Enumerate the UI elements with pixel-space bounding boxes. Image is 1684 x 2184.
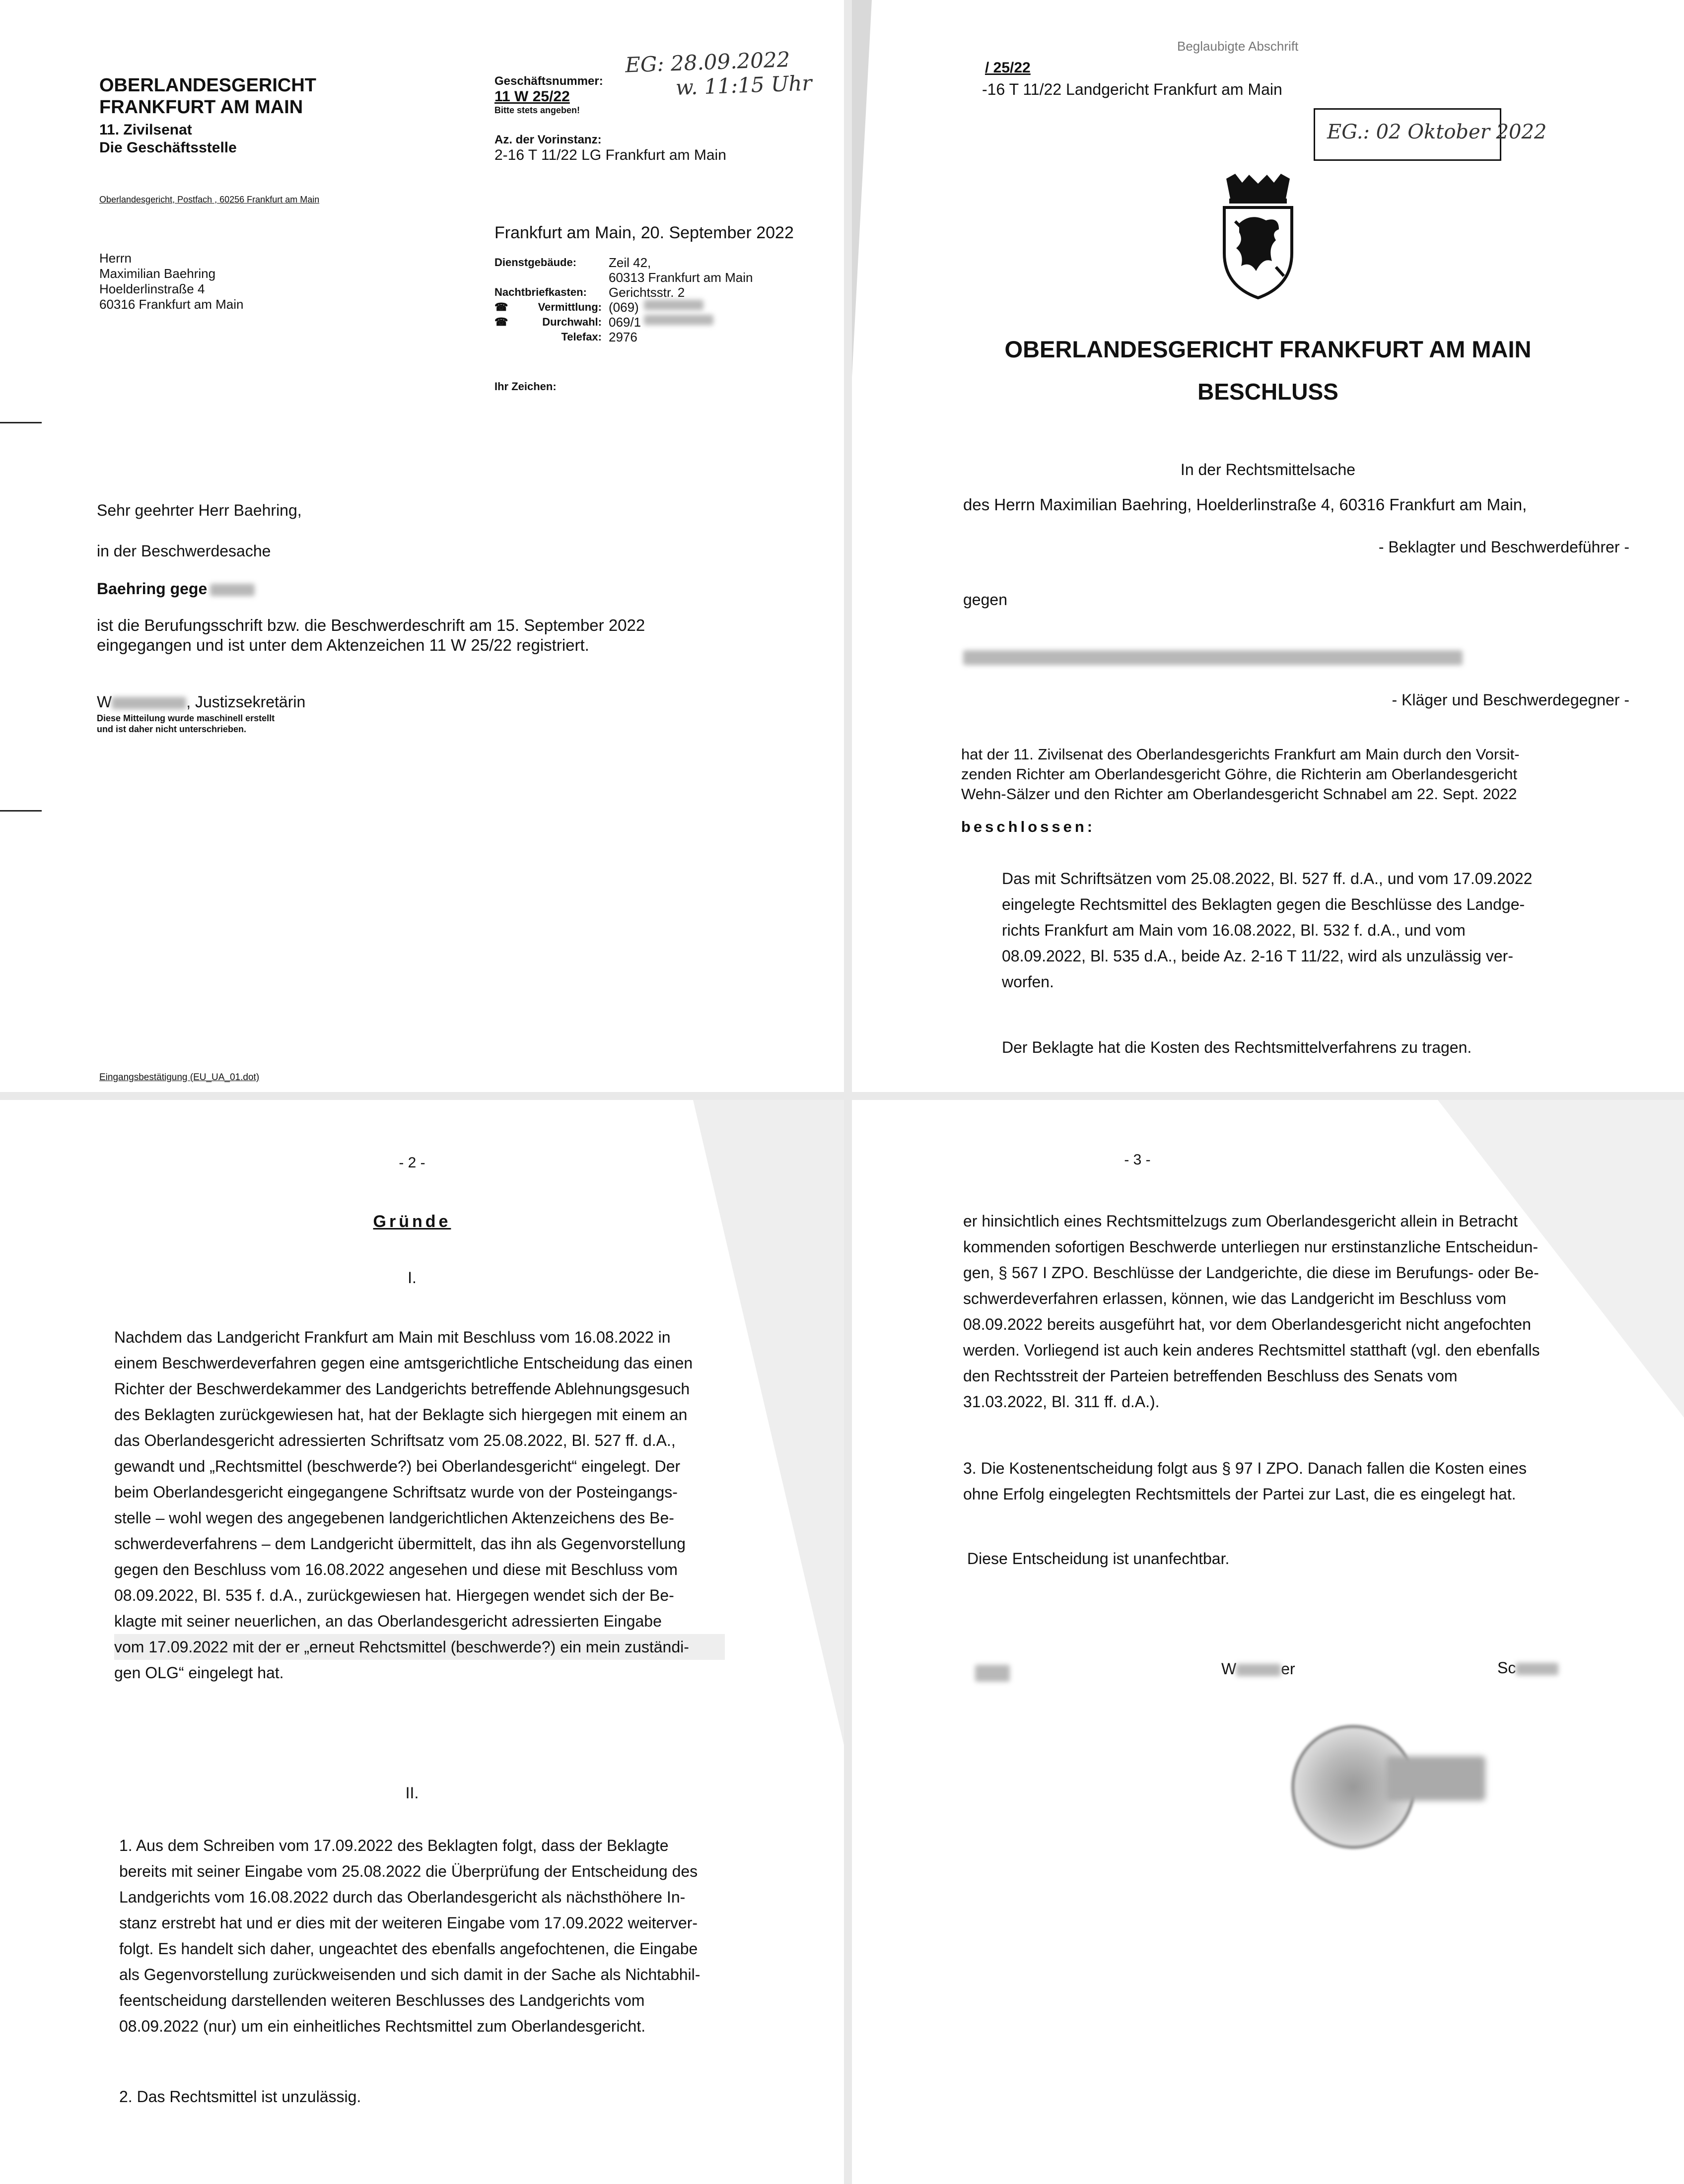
page-shadow — [852, 0, 872, 377]
signature-prefix: Sc — [1497, 1659, 1516, 1677]
hesse-coat-of-arms-icon — [1220, 174, 1296, 300]
reason-line: den Rechtsstreit der Parteien betreffenden Beschluss des Senats vom — [963, 1367, 1458, 1385]
handwritten-date: EG: 28.09.2022 — [625, 47, 791, 77]
prior-ref-partial: -16 T 11/22 Landgericht Frankfurt am Main — [982, 80, 1282, 98]
court-title: OBERLANDESGERICHT FRANKFURT AM MAIN — [1004, 336, 1532, 362]
reason-line-highlighted: vom 17.09.2022 mit der er „erneut Rehctsmittel (beschwerde?) ein mein zuständi- — [114, 1634, 725, 1660]
costs-ruling: Der Beklagte hat die Kosten des Rechtsmittelverfahrens zu tragen. — [1002, 1038, 1472, 1056]
recipient-line: Herrn — [99, 251, 132, 266]
reason-line: Landgerichts vom 16.08.2022 durch das Oberlandesgericht als nächsthöhere In- — [119, 1888, 686, 1906]
clerk-signature — [97, 693, 305, 711]
panel-statement — [961, 745, 1624, 804]
signature-redacted — [975, 1665, 1010, 1682]
redaction — [963, 650, 1463, 665]
reason-line: 08.09.2022 (nur) um ein einheitliches Rechtsmittel zum Oberlandesgericht. — [119, 2017, 646, 2035]
page-4-reasons-continued — [852, 1100, 1684, 2184]
handwritten-time: w. 11:15 Uhr — [675, 70, 813, 100]
contact-label: Nachtbriefkasten: — [494, 286, 587, 298]
court-name — [99, 74, 316, 118]
matter-name — [97, 580, 255, 598]
panel-line: Wehn-Sälzer und den Richter am Oberlandesgericht Schnabel am 22. Sept. 2022 — [961, 785, 1517, 803]
senate-block — [99, 121, 237, 157]
page-3-reasons — [0, 1100, 844, 2184]
contact-label-text: Vermittlung: — [538, 301, 602, 313]
reason-line: des Beklagten zurückgewiesen hat, hat der Beklagte sich hiergegen mit einem an — [114, 1406, 688, 1424]
contact-label — [494, 270, 609, 285]
ruling-line: eingelegte Rechtsmittel des Beklagten gegen die Beschlüsse des Landge- — [1002, 895, 1525, 913]
contact-row — [494, 330, 753, 344]
judge-signature-3 — [1497, 1659, 1558, 1677]
final-statement: Diese Entscheidung ist unanfechtbar. — [967, 1550, 1230, 1568]
template-footer: Eingangsbestätigung (EU_UA_01.dot) — [99, 1072, 260, 1083]
return-address: Oberlandesgericht, Postfach , 60256 Frankfurt am Main — [99, 195, 320, 205]
phone-icon: ☎ — [494, 316, 508, 328]
reason-line: 1. Aus dem Schreiben vom 17.09.2022 des Beklagten folgt, dass der Beklagte — [119, 1837, 669, 1854]
receipt-box — [1314, 108, 1547, 161]
court-name-line1: OBERLANDESGERICHT — [99, 75, 317, 96]
reason-line: gen OLG“ eingelegt hat. — [114, 1664, 284, 1682]
reason-line: gewandt und „Rechtsmittel (beschwerde?) bei Oberlandesgericht“ eingelegt. Der — [114, 1457, 681, 1475]
costs-reason — [963, 1455, 1575, 1507]
reason-line: schwerdeverfahrens – dem Landgericht übermittelt, das ihn als Gegenvorstellung — [114, 1535, 686, 1553]
contact-block — [494, 255, 753, 344]
reasons-heading: Gründe — [373, 1212, 451, 1231]
matter-intro: In der Rechtsmittelsache — [1180, 461, 1356, 478]
handwritten-receipt-date: EG.: 02 Oktober 2022 — [1327, 121, 1547, 143]
contact-value: (069) — [609, 300, 639, 315]
office: Die Geschäftsstelle — [99, 139, 237, 156]
reason-line: gegen den Beschluss vom 16.08.2022 angesehen und diese mit Beschluss vom — [114, 1561, 678, 1578]
handwritten-receipt-note — [625, 46, 812, 101]
contact-label-text: Durchwahl: — [542, 316, 602, 328]
contact-value: Zeil 42, — [609, 255, 651, 270]
prior-ref-label: Az. der Vorinstanz: — [494, 133, 602, 146]
section-2-label: II. — [405, 1784, 419, 1802]
page-2-decision — [852, 0, 1684, 1092]
contact-label — [494, 315, 609, 330]
signature-suffix: er — [1281, 1660, 1295, 1678]
body-line: ist die Berufungsschrift bzw. die Beschwerdeschrift am 15. September 2022 — [97, 616, 645, 634]
ruling-line: worfen. — [1002, 973, 1054, 991]
inadmissible-statement: 2. Das Rechtsmittel ist unzulässig. — [119, 2088, 361, 2106]
your-reference-label: Ihr Zeichen: — [494, 380, 557, 393]
certified-copy-stamp: Beglaubigte Abschrift — [1177, 39, 1299, 54]
contact-label: Dienstgebäude: — [494, 256, 577, 269]
matter-intro: in der Beschwerdesache — [97, 542, 271, 560]
appellant-role: - Beklagter und Beschwerdeführer - — [1378, 538, 1629, 556]
reason-line: Nachdem das Landgericht Frankfurt am Main mit Beschluss vom 16.08.2022 in — [114, 1328, 671, 1346]
appellant: des Herrn Maximilian Baehring, Hoelderlinstraße 4, 60316 Frankfurt am Main, — [963, 495, 1527, 514]
auto-generated-note — [97, 713, 275, 735]
reason-line: folgt. Es handelt sich daher, ungeachtet des ebenfalls angefochtenen, die Eingabe — [119, 1940, 698, 1958]
file-number-partial: / 25/22 — [985, 60, 1031, 76]
fold-mark — [0, 422, 42, 423]
matter-name-text: Baehring gege — [97, 580, 208, 598]
against: gegen — [963, 591, 1007, 609]
prior-ref-block — [494, 133, 726, 164]
letter-date: Frankfurt am Main, 20. September 2022 — [494, 223, 794, 242]
reason-line: werden. Vorliegend ist auch kein anderes Rechtsmittel statthaft (vgl. den ebenfalls — [963, 1341, 1540, 1359]
reason-line: als Gegenvorstellung zurückweisenden und sich damit in der Sache als Nichtabhil- — [119, 1966, 701, 1983]
redaction — [1516, 1663, 1558, 1676]
redacted-appellee — [963, 650, 1463, 665]
contact-row — [494, 270, 753, 285]
contact-value: 069/1 — [609, 315, 641, 330]
redaction — [1236, 1664, 1281, 1677]
contact-label — [494, 300, 609, 315]
file-number-note: Bitte stets angeben! — [494, 105, 580, 115]
page-1-receipt-letter — [0, 0, 844, 1092]
file-number: 11 W 25/22 — [494, 88, 570, 105]
reason-line: ohne Erfolg eingelegten Rechtsmittels der Partei zur Last, die es eingelegt hat. — [963, 1485, 1516, 1503]
contact-value: Gerichtsstr. 2 — [609, 285, 685, 300]
contact-row — [494, 300, 753, 315]
recipient-line: Maximilian Baehring — [99, 266, 216, 281]
receipt-body — [97, 615, 645, 655]
recipient-address — [99, 251, 243, 312]
judge-signature-2 — [1221, 1660, 1295, 1678]
section-2-text — [119, 1833, 725, 2039]
reasons-continued-text — [963, 1208, 1575, 1415]
redaction — [975, 1665, 1010, 1682]
reason-line: schwerdeverfahren erlassen, können, wie das Landgericht im Beschluss vom — [963, 1290, 1506, 1307]
reason-line: gen, § 567 I ZPO. Beschlüsse der Landgerichte, die diese im Berufungs- oder Be- — [963, 1264, 1539, 1282]
decision-title: BESCHLUSS — [1197, 379, 1338, 405]
phone-icon: ☎ — [494, 301, 508, 313]
recipient-line: 60316 Frankfurt am Main — [99, 297, 244, 312]
redaction — [112, 697, 186, 710]
prior-ref: 2-16 T 11/22 LG Frankfurt am Main — [494, 147, 726, 163]
reason-line: feentscheidung darstellenden weiteren Beschlusses des Landgerichts vom — [119, 1991, 645, 2009]
contact-row — [494, 255, 753, 270]
section-1-label: I. — [408, 1269, 417, 1287]
punch-mark — [0, 810, 42, 812]
page-number: - 2 - — [399, 1155, 425, 1171]
appellee-role: - Kläger und Beschwerdegegner - — [1392, 691, 1629, 709]
reason-line: 3. Die Kostenentscheidung folgt aus § 97 I ZPO. Danach fallen die Kosten eines — [963, 1459, 1527, 1477]
redaction — [644, 315, 713, 325]
ruling-line: richts Frankfurt am Main vom 16.08.2022, Bl. 532 f. d.A., und vom — [1002, 921, 1466, 939]
file-number-label: Geschäftsnummer: — [494, 74, 603, 88]
reason-line: 08.09.2022, Bl. 535 f. d.A., zurückgewiesen hat. Hiergegen wendet sich der Be- — [114, 1586, 674, 1604]
contact-label: Telefax: — [561, 331, 602, 343]
section-1-text — [114, 1324, 725, 1686]
reason-line: er hinsichtlich eines Rechtsmittelzugs zum Oberlandesgericht allein in Betracht — [963, 1212, 1518, 1230]
redaction — [210, 584, 255, 597]
page-number: - 3 - — [1124, 1152, 1151, 1168]
file-number-block — [494, 74, 603, 116]
auto-note-line: Diese Mitteilung wurde maschinell erstellt — [97, 713, 275, 723]
decided-label: beschlossen: — [961, 818, 1096, 835]
reason-line: stanz erstrebt hat und er dies mit der weiteren Eingabe vom 17.09.2022 weiterver- — [119, 1914, 698, 1932]
reason-line: beim Oberlandesgericht eingegangene Schriftsatz wurde von der Posteingangs- — [114, 1483, 678, 1501]
reason-line: 31.03.2022, Bl. 311 ff. d.A.). — [963, 1393, 1160, 1411]
redaction — [644, 300, 703, 310]
seal-redaction — [1386, 1756, 1485, 1801]
reason-line: 08.09.2022 bereits ausgeführt hat, vor dem Oberlandesgericht nicht angefochten — [963, 1315, 1531, 1333]
reason-line: Richter der Beschwerdekammer des Landgerichts betreffende Ablehnungsgesuch — [114, 1380, 690, 1398]
body-line: eingegangen und ist unter dem Aktenzeichen 11 W 25/22 registriert. — [97, 636, 589, 654]
panel-line: hat der 11. Zivilsenat des Oberlandesgerichts Frankfurt am Main durch den Vorsit- — [961, 746, 1520, 763]
senate: 11. Zivilsenat — [99, 122, 192, 138]
court-name-line2: FRANKFURT AM MAIN — [99, 97, 303, 118]
contact-value: 2976 — [609, 330, 637, 344]
ruling — [1002, 866, 1626, 995]
signer-title: , Justizsekretärin — [186, 693, 306, 711]
ruling-line: 08.09.2022, Bl. 535 d.A., beide Az. 2-16 T 11/22, wird als unzulässig ver- — [1002, 947, 1513, 965]
auto-note-line: und ist daher nicht unterschrieben. — [97, 724, 247, 734]
reason-line: klagte mit seiner neuerlichen, an das Oberlandesgericht adressierten Eingabe — [114, 1612, 662, 1630]
ruling-line: Das mit Schriftsätzen vom 25.08.2022, Bl. 527 ff. d.A., und vom 17.09.2022 — [1002, 870, 1533, 887]
contact-row — [494, 285, 753, 300]
reason-line: das Oberlandesgericht adressierten Schriftsatz vom 25.08.2022, Bl. 527 ff. d.A., — [114, 1432, 676, 1449]
signature-prefix: W — [1221, 1660, 1237, 1678]
reason-line: bereits mit seiner Eingabe vom 25.08.2022 die Überprüfung der Entscheidung des — [119, 1862, 698, 1880]
salutation: Sehr geehrter Herr Baehring, — [97, 501, 302, 519]
reason-line: kommenden sofortigen Beschwerde unterliegen nur erstinstanzliche Entscheidun- — [963, 1238, 1538, 1256]
reason-line: stelle – wohl wegen des angegebenen landgerichtlichen Aktenzeichens des Be- — [114, 1509, 674, 1527]
signer-prefix: W — [97, 693, 112, 711]
contact-value: 60313 Frankfurt am Main — [609, 270, 753, 285]
recipient-line: Hoelderlinstraße 4 — [99, 281, 205, 296]
reason-line: einem Beschwerdeverfahren gegen eine amtsgerichtliche Entscheidung das einen — [114, 1354, 693, 1372]
panel-line: zenden Richter am Oberlandesgericht Göhre, die Richterin am Oberlandesgericht — [961, 765, 1518, 783]
contact-row — [494, 315, 753, 330]
